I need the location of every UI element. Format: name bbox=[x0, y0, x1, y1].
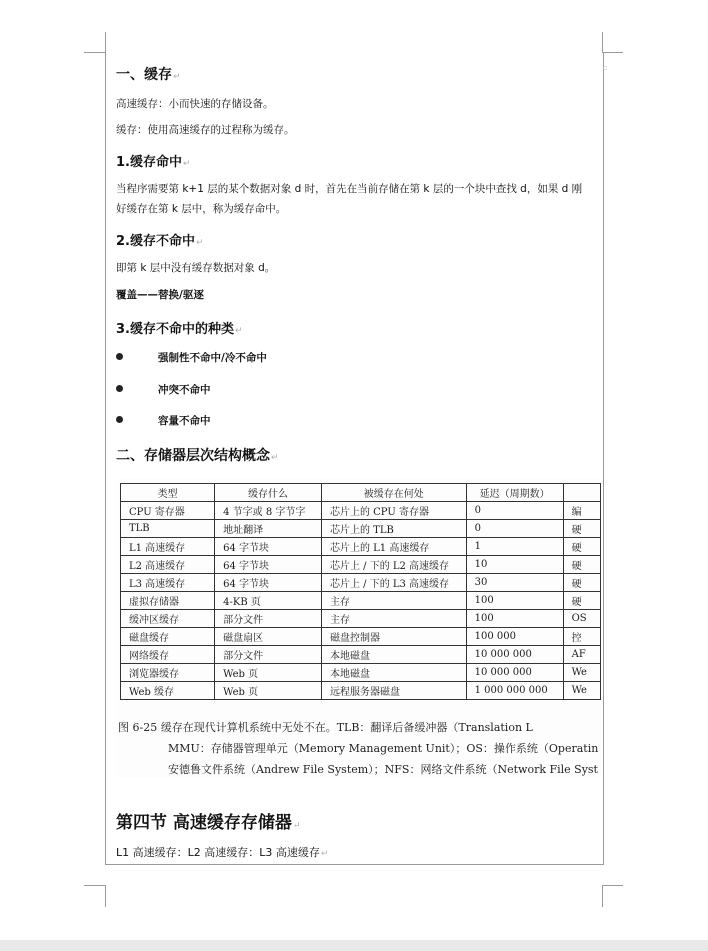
table-cell: 0 bbox=[466, 502, 563, 520]
table-row bbox=[121, 682, 601, 700]
table-cell: 1 000 000 000 bbox=[466, 682, 563, 700]
bullet-icon bbox=[116, 353, 123, 360]
table-header-cell bbox=[563, 484, 600, 502]
crop-mark bbox=[602, 885, 623, 886]
paragraph: L1 高速缓存：L2 高速缓存：L3 高速缓存↵ bbox=[116, 846, 329, 859]
table-row bbox=[121, 574, 601, 592]
table-cell: 芯片上的 L1 高速缓存 bbox=[321, 538, 466, 556]
table-cell: 硬 bbox=[563, 538, 600, 556]
table-cell: 芯片上 / 下的 L3 高速缓存 bbox=[321, 574, 466, 592]
table-cell: Web 页 bbox=[215, 664, 322, 682]
table-header-cell: 类型 bbox=[121, 484, 215, 502]
table-cell: 100 bbox=[466, 592, 563, 610]
figure-caption: MMU：存储器管理单元（Memory Management Unit）；OS：操作系统（Operatin bbox=[168, 742, 599, 755]
table-cell: We bbox=[563, 682, 600, 700]
table-header-row bbox=[121, 484, 601, 502]
table-cell: 主存 bbox=[321, 592, 466, 610]
paragraph: 缓存：使用高速缓存的过程称为缓存。 bbox=[116, 124, 295, 136]
table-cell: 网络缓存 bbox=[121, 646, 215, 664]
table-cell: 硬 bbox=[563, 592, 600, 610]
table-cell: We bbox=[563, 664, 600, 682]
section-heading: 1.缓存命中↵ bbox=[116, 155, 191, 170]
crop-mark bbox=[105, 32, 106, 53]
table-cell: 1 bbox=[466, 538, 563, 556]
table-cell: 64 字节块 bbox=[215, 556, 322, 574]
return-mark-icon: ↵ bbox=[292, 821, 301, 831]
table-cell: 30 bbox=[466, 574, 563, 592]
crop-mark bbox=[602, 32, 603, 53]
paragraph: 好缓存在第 k 层中，称为缓存命中。 bbox=[116, 203, 287, 215]
table-cell: 控 bbox=[563, 628, 600, 646]
paragraph-mark-icon: ▫ bbox=[603, 64, 608, 72]
table-cell: L1 高速缓存 bbox=[121, 538, 215, 556]
table-cell: 64 字节块 bbox=[215, 574, 322, 592]
table-cell: 硬 bbox=[563, 556, 600, 574]
table-cell: 磁盘控制器 bbox=[321, 628, 466, 646]
table-cell: 0 bbox=[466, 520, 563, 538]
table-cell: 磁盘扇区 bbox=[215, 628, 322, 646]
crop-mark bbox=[602, 885, 603, 907]
table-cell: 部分文件 bbox=[215, 610, 322, 628]
table-cell: 部分文件 bbox=[215, 646, 322, 664]
return-mark-icon: ↵ bbox=[320, 849, 329, 859]
table-header-cell: 延迟（周期数） bbox=[466, 484, 563, 502]
chapter-heading: 第四节 高速缓存存储器↵ bbox=[116, 813, 301, 833]
paragraph: 即第 k 层中没有缓存数据对象 d。 bbox=[116, 262, 276, 274]
table-cell: Web 缓存 bbox=[121, 682, 215, 700]
table-cell: 芯片上 / 下的 L2 高速缓存 bbox=[321, 556, 466, 574]
table-cell: 浏览器缓存 bbox=[121, 664, 215, 682]
table-cell: AF bbox=[563, 646, 600, 664]
table-row bbox=[121, 592, 601, 610]
return-mark-icon: ↵ bbox=[173, 72, 181, 82]
return-mark-icon: ↵ bbox=[271, 453, 279, 463]
table-cell: 4-KB 页 bbox=[215, 592, 322, 610]
table-row bbox=[121, 628, 601, 646]
table-cell: 远程服务器磁盘 bbox=[321, 682, 466, 700]
table-cell: TLB bbox=[121, 520, 215, 538]
bullet-icon bbox=[116, 385, 123, 392]
table-cell: 硬 bbox=[563, 574, 600, 592]
table-cell: 主存 bbox=[321, 610, 466, 628]
table-cell: 4 节字或 8 字节字 bbox=[215, 502, 322, 520]
return-mark-icon: ↵ bbox=[195, 238, 204, 248]
table-cell: OS bbox=[563, 610, 600, 628]
table-cell: 10 000 000 bbox=[466, 646, 563, 664]
table-cell: 编 bbox=[563, 502, 600, 520]
table-cell: 10 000 000 bbox=[466, 664, 563, 682]
table-row bbox=[121, 664, 601, 682]
table-row bbox=[121, 520, 601, 538]
table-cell: 64 字节块 bbox=[215, 538, 322, 556]
table-cell: 虚拟存储器 bbox=[121, 592, 215, 610]
list-item: 冲突不命中 bbox=[158, 384, 211, 396]
table-cell: 10 bbox=[466, 556, 563, 574]
table-row bbox=[121, 502, 601, 520]
table-cell: Web 页 bbox=[215, 682, 322, 700]
status-strip bbox=[0, 940, 708, 951]
table-cell: 本地磁盘 bbox=[321, 664, 466, 682]
table-cell: 芯片上的 CPU 寄存器 bbox=[321, 502, 466, 520]
paragraph: 覆盖——替换/驱逐 bbox=[116, 289, 204, 301]
crop-mark bbox=[105, 885, 106, 907]
list-item: 容量不命中 bbox=[158, 415, 211, 427]
section-heading: 二、存储器层次结构概念↵ bbox=[116, 448, 279, 464]
table-cell: L3 高速缓存 bbox=[121, 574, 215, 592]
list-item: 强制性不命中/冷不命中 bbox=[158, 352, 267, 364]
bullet-icon bbox=[116, 416, 123, 423]
figure-image bbox=[116, 478, 601, 778]
table-cell: 本地磁盘 bbox=[321, 646, 466, 664]
return-mark-icon: ↵ bbox=[182, 159, 191, 169]
section-heading: 2.缓存不命中↵ bbox=[116, 234, 204, 249]
figure-caption: 安德鲁文件系统（Andrew File System）；NFS：网络文件系统（Network File Syst bbox=[168, 763, 598, 776]
paragraph: 高速缓存：小而快速的存储设备。 bbox=[116, 98, 274, 110]
table-cell: L2 高速缓存 bbox=[121, 556, 215, 574]
table-cell: CPU 寄存器 bbox=[121, 502, 215, 520]
table-row bbox=[121, 556, 601, 574]
table-cell: 芯片上的 TLB bbox=[321, 520, 466, 538]
table-row bbox=[121, 538, 601, 556]
crop-mark bbox=[84, 52, 105, 53]
section-heading: 3.缓存不命中的种类↵ bbox=[116, 322, 243, 337]
table-cell: 100 bbox=[466, 610, 563, 628]
table-cell: 缓冲区缓存 bbox=[121, 610, 215, 628]
table-cell: 地址翻译 bbox=[215, 520, 322, 538]
table-cell: 100 000 bbox=[466, 628, 563, 646]
table-row bbox=[121, 646, 601, 664]
crop-mark bbox=[84, 885, 105, 886]
table-cell: 磁盘缓存 bbox=[121, 628, 215, 646]
table-row bbox=[121, 610, 601, 628]
paragraph: 当程序需要第 k+1 层的某个数据对象 d 时，首先在当前存储在第 k 层的一个块中查找 d，如果 d 刚 bbox=[116, 183, 583, 195]
crop-mark bbox=[602, 52, 623, 53]
table-header-cell: 被缓存在何处 bbox=[321, 484, 466, 502]
table-cell: 硬 bbox=[563, 520, 600, 538]
table-header-cell: 缓存什么 bbox=[215, 484, 322, 502]
section-heading: 一、缓存↵ bbox=[116, 67, 181, 83]
figure-caption: 图 6-25 缓存在现代计算机系统中无处不在。TLB：翻译后备缓冲器（Translation L bbox=[118, 721, 533, 734]
return-mark-icon: ↵ bbox=[234, 326, 243, 336]
cache-table bbox=[120, 483, 601, 700]
